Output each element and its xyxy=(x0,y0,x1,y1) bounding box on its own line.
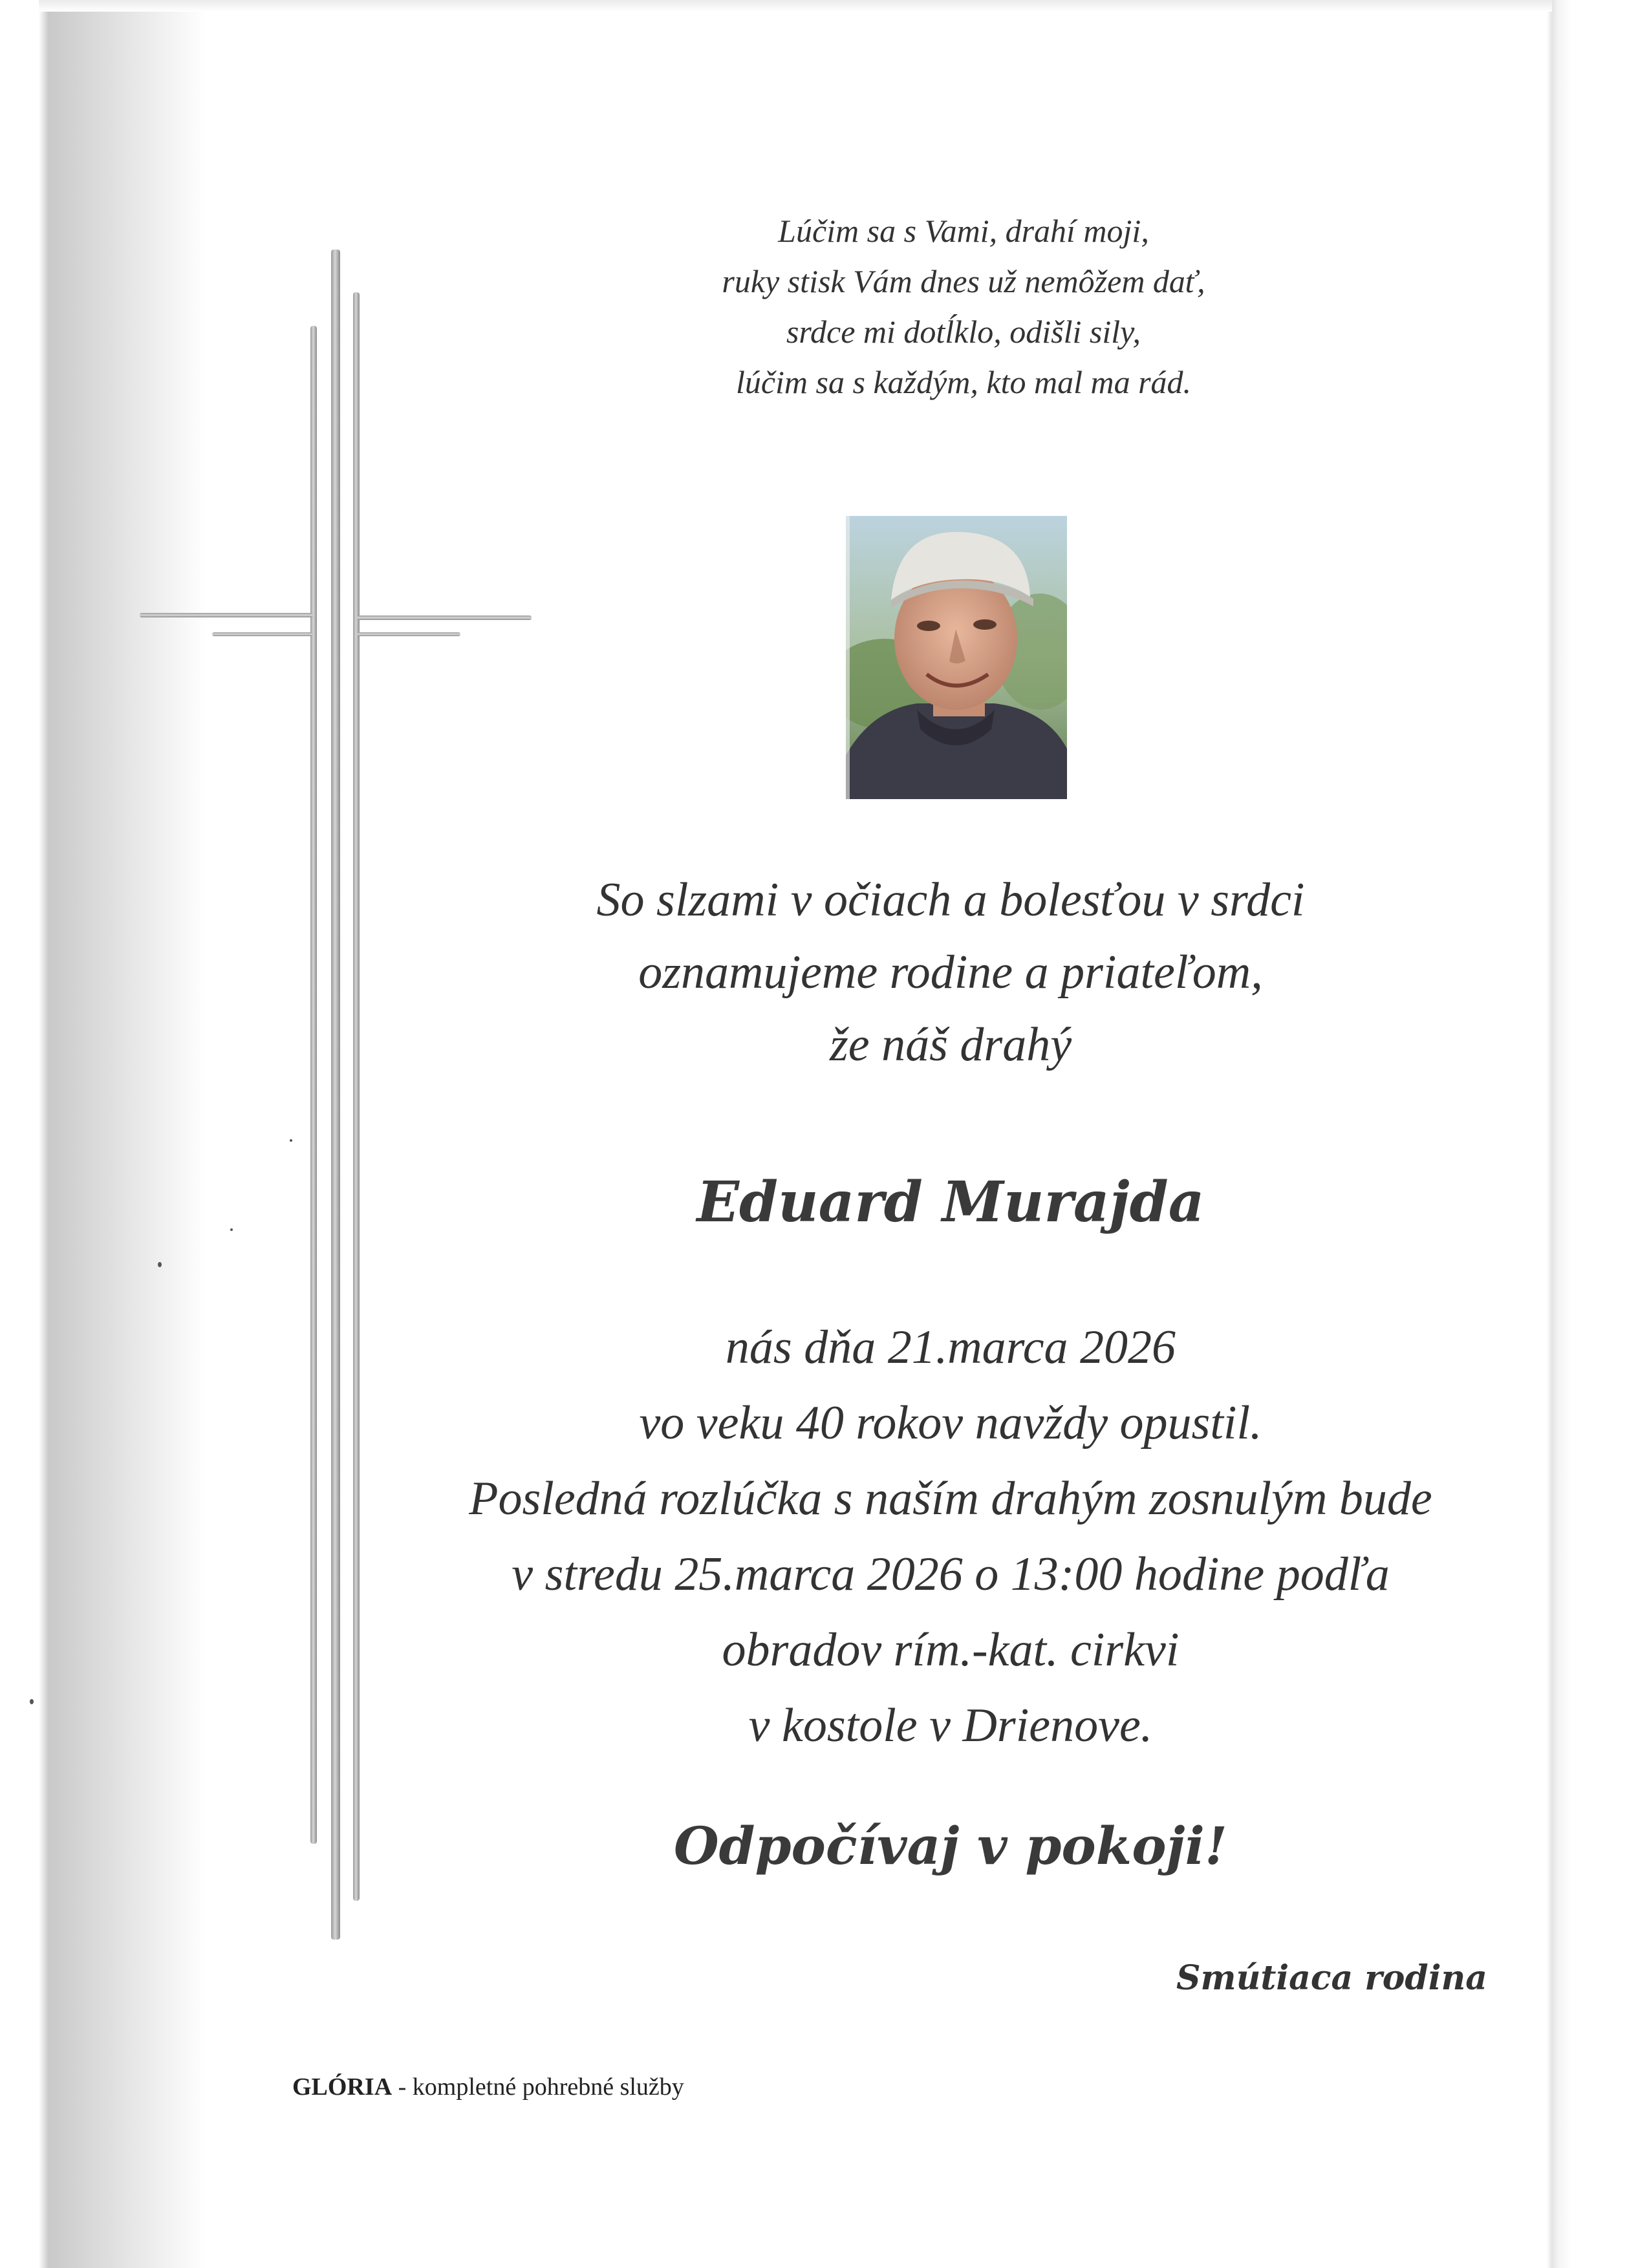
detail-line: Posledná rozlúčka s naším drahým zosnulým bude xyxy=(469,1472,1432,1525)
right-card-edge xyxy=(1547,0,1571,2268)
detail-line: v stredu 25.marca 2026 o 13:00 hodine podľa xyxy=(512,1548,1390,1601)
funeral-details xyxy=(349,1310,1552,1764)
rest-in-peace: Odpočívaj v pokoji! xyxy=(673,1815,1227,1876)
cross-horizontal-upper-left xyxy=(140,613,313,617)
left-shade-band xyxy=(0,0,207,2268)
portrait-photo xyxy=(846,516,1067,799)
intro-line: oznamujeme rodine a priateľom, xyxy=(638,946,1263,999)
cross-vertical-left xyxy=(310,326,317,1844)
cross-horizontal-lower-right xyxy=(357,632,460,636)
detail-line: obradov rím.-kat. cirkvi xyxy=(722,1623,1180,1676)
cross-horizontal-upper-right xyxy=(357,615,532,620)
scan-speck xyxy=(230,1228,233,1231)
detail-line: vo veku 40 rokov navždy opustil. xyxy=(639,1396,1262,1450)
cross-horizontal-lower-left xyxy=(212,632,313,636)
scan-speck xyxy=(30,1699,34,1704)
intro-line: že náš drahý xyxy=(829,1018,1072,1071)
funeral-service-footer xyxy=(292,2069,874,2105)
footer-description: - kompletné pohrebné služby xyxy=(392,2073,684,2101)
portrait-illustration xyxy=(846,516,1067,799)
family-signature: Smútiaca rodina xyxy=(1176,1958,1487,1998)
deceased-name: Eduard Murajda xyxy=(696,1170,1205,1235)
poem-line: srdce mi dotĺklo, odišli sily, xyxy=(786,314,1141,350)
cross-vertical-center xyxy=(331,250,340,1940)
intro-line: So slzami v očiach a bolesťou v srdci xyxy=(596,873,1305,926)
announcement-intro xyxy=(479,864,1423,1081)
detail-line: v kostole v Drienove. xyxy=(748,1699,1153,1752)
scan-speck xyxy=(158,1262,162,1267)
detail-line: nás dňa 21.marca 2026 xyxy=(725,1321,1176,1374)
farewell-poem xyxy=(576,206,1352,407)
poem-line: lúčim sa s každým, kto mal ma rád. xyxy=(735,364,1192,400)
top-card-edge xyxy=(39,0,1552,12)
footer-brand: GLÓRIA xyxy=(292,2073,393,2101)
poem-line: ruky stisk Vám dnes už nemôžem dať, xyxy=(722,263,1205,299)
poem-line: Lúčim sa s Vami, drahí moji, xyxy=(778,213,1149,249)
scan-speck xyxy=(290,1139,292,1142)
